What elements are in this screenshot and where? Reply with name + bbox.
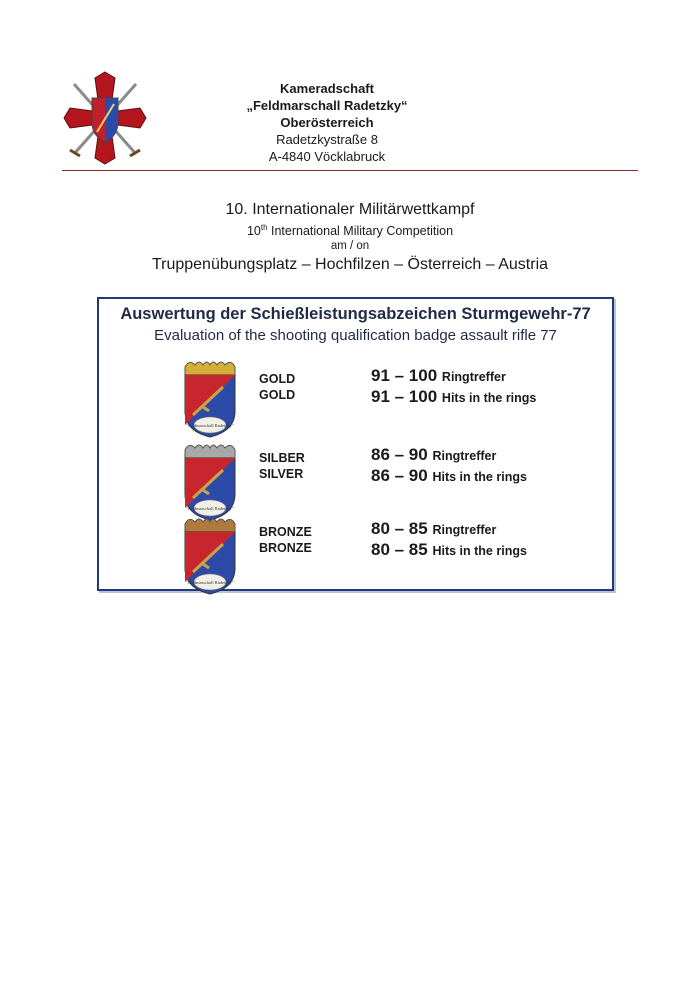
radetzky-cross-crest-icon xyxy=(62,70,148,166)
event-ordinal-suffix: th xyxy=(260,223,268,232)
event-number: 10 xyxy=(246,224,261,239)
event-title-en-rest: International Military Competition xyxy=(267,224,454,239)
score-range-de: 91 – 100 xyxy=(371,366,438,385)
event-location: Truppenübungsplatz – Hochfilzen – Österreich – Austria xyxy=(151,256,549,274)
event-heading xyxy=(100,200,600,276)
evaluation-subtitle: Evaluation of the shooting qualification badge assault rifle 77 xyxy=(154,327,557,344)
badge-score xyxy=(371,519,527,561)
badge-level-de: SILBER xyxy=(259,451,305,465)
shield-badge-icon xyxy=(179,359,241,439)
score-range-de: 86 – 90 xyxy=(371,445,428,464)
org-city: A-4840 Vöcklabruck xyxy=(268,149,386,164)
score-range-en: 91 – 100 xyxy=(371,387,438,406)
badge-row xyxy=(99,442,612,522)
shield-badge-icon xyxy=(179,442,241,522)
score-range-en: 80 – 85 xyxy=(371,540,428,559)
score-unit-de: Ringtreffer xyxy=(432,449,497,463)
score-unit-en: Hits in the rings xyxy=(432,544,527,558)
letterhead xyxy=(62,70,642,170)
score-unit-en: Hits in the rings xyxy=(441,391,537,405)
shield-label: "Feldmarschall Radetzky" xyxy=(186,580,234,585)
badge-level xyxy=(259,450,305,482)
badge-level xyxy=(259,371,295,403)
org-street: Radetzkystraße 8 xyxy=(276,132,378,147)
score-unit-de: Ringtreffer xyxy=(432,523,497,537)
badge-level-en: GOLD xyxy=(259,388,296,402)
event-title-en xyxy=(100,220,600,239)
event-am-on: am / on xyxy=(330,240,370,253)
badge-level-en: BRONZE xyxy=(259,541,312,555)
badge-level-de: BRONZE xyxy=(259,525,312,539)
evaluation-title: Auswertung der Schießleistungsabzeichen Sturmgewehr-77 xyxy=(120,305,591,323)
shield-label: "Feldmarschall Radetzky" xyxy=(186,506,234,511)
event-title-de: 10. Internationaler Militärwettkampf xyxy=(225,201,475,218)
evaluation-box xyxy=(97,297,614,591)
badge-row xyxy=(99,516,612,596)
organization-address xyxy=(212,80,442,165)
shield-badge-icon xyxy=(179,516,241,596)
shield-label: "Feldmarschall Radetzky" xyxy=(186,423,234,428)
org-name-line3: Oberösterreich xyxy=(280,115,374,130)
badge-level-de: GOLD xyxy=(259,372,296,386)
org-name-line2: „Feldmarschall Radetzky“ xyxy=(246,98,408,113)
badge-level xyxy=(259,524,312,556)
org-name-line1: Kameradschaft xyxy=(280,81,374,96)
score-range-de: 80 – 85 xyxy=(371,519,428,538)
badge-row xyxy=(99,359,612,439)
header-divider xyxy=(62,170,638,171)
score-unit-de: Ringtreffer xyxy=(441,370,506,384)
score-range-en: 86 – 90 xyxy=(371,466,428,485)
badge-score xyxy=(371,445,527,487)
score-unit-en: Hits in the rings xyxy=(432,470,527,484)
badge-score xyxy=(371,366,536,408)
badge-level-en: SILVER xyxy=(259,467,304,481)
